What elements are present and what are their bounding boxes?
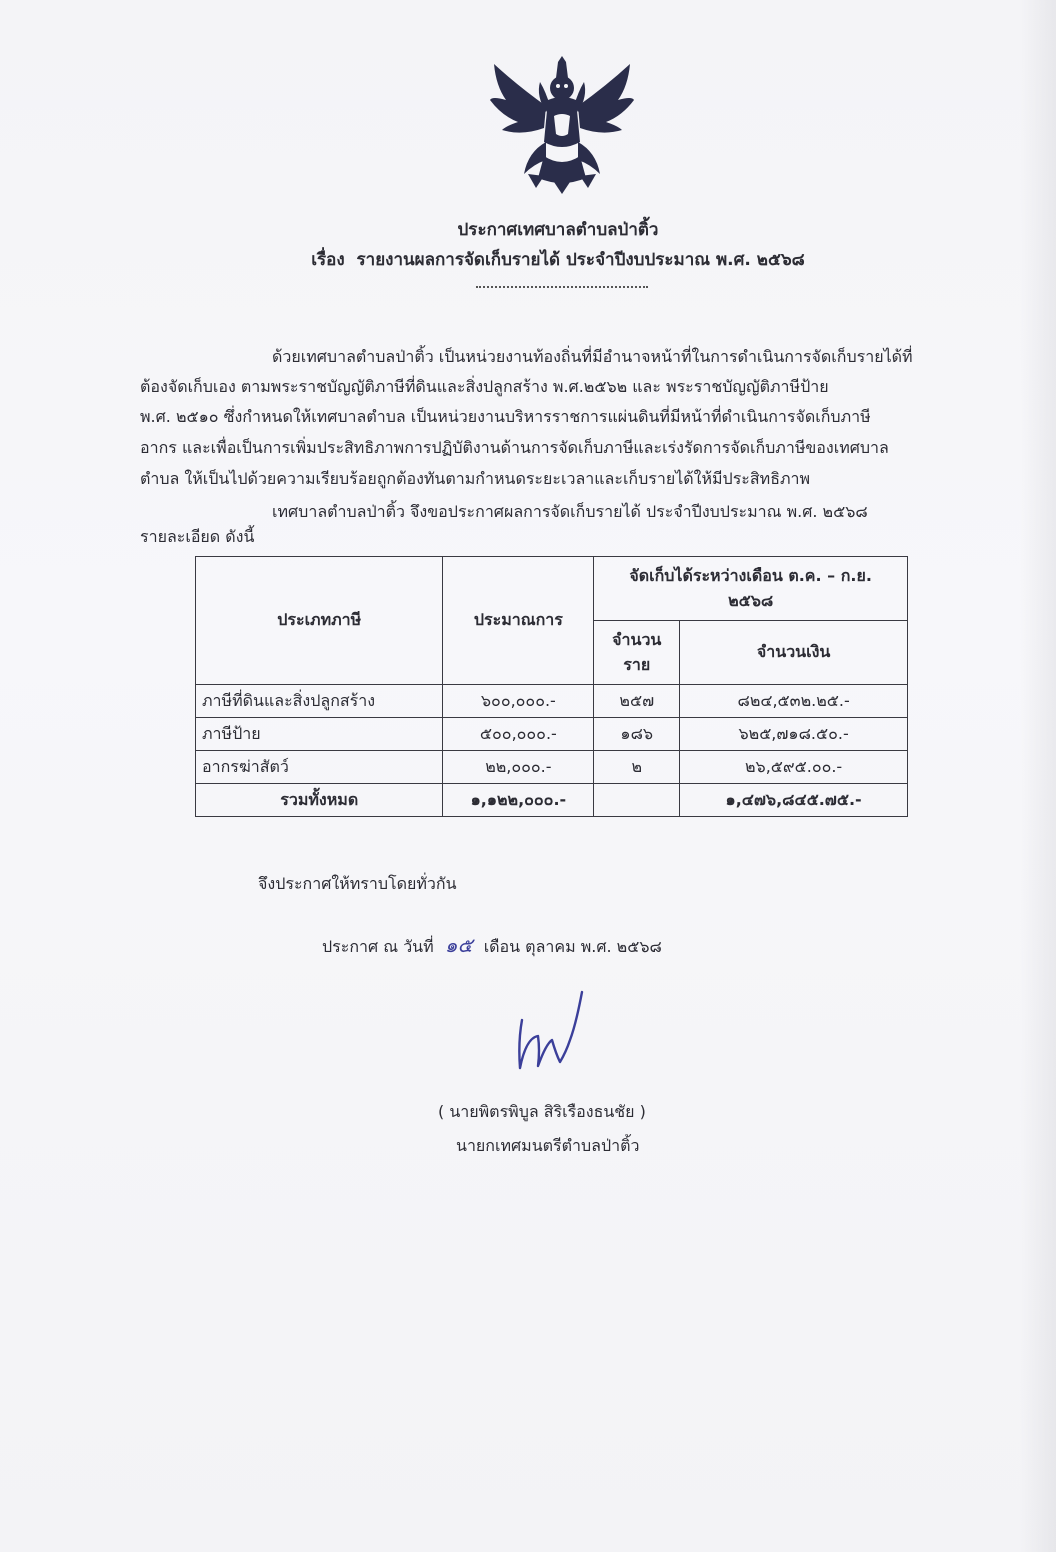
announcement-title: ประกาศเทศบาลตำบลป่าติ้ว <box>457 220 659 240</box>
body-p2-line2: รายละเอียด ดังนี้ <box>140 527 255 546</box>
header-count-line2: ราย <box>623 654 651 674</box>
title-divider <box>476 286 648 288</box>
header-amount: จำนวนเงิน <box>680 621 908 685</box>
header-estimate: ประมาณการ <box>443 557 594 685</box>
body-p1-line5: ตำบล ให้เป็นไปด้วยความเรียบร้อยถูกต้องทันตามกำหนดระยะเวลาและเก็บรายได้ให้มีประสิทธิภาพ <box>140 469 811 488</box>
total-estimate: ๑,๑๒๒,๐๐๐.- <box>443 784 594 817</box>
row-estimate: ๖๐๐,๐๐๐.- <box>443 685 594 718</box>
header-collected-line2: ๒๕๖๘ <box>728 590 774 610</box>
row-amount: ๘๒๔,๕๓๒.๒๕.- <box>680 685 908 718</box>
row-count: ๑๘๖ <box>594 718 680 751</box>
closing-announce: จึงประกาศให้ทราบโดยทั่วกัน <box>258 874 457 893</box>
total-count <box>594 784 680 817</box>
row-count: ๒๕๗ <box>594 685 680 718</box>
header-tax-type: ประเภทภาษี <box>196 557 443 685</box>
header-count-line1: จำนวน <box>612 629 662 649</box>
revenue-table <box>195 556 908 817</box>
total-label: รวมทั้งหมด <box>196 784 443 817</box>
body-p1-line3: พ.ศ. ๒๕๑๐ ซึ่งกำหนดให้เทศบาลตำบล เป็นหน่วยงานบริหารราชการแผ่นดินที่มีหน้าที่ดำเนินการจัดเก็บภาษี <box>140 407 871 426</box>
date-day-handwritten: ๑๕ <box>444 933 473 957</box>
body-p2-line1: เทศบาลตำบลป่าติ้ว จึงขอประกาศผลการจัดเก็บรายได้ ประจำปีงบประมาณ พ.ศ. ๒๕๖๘ <box>272 502 868 521</box>
header-collected <box>594 557 908 621</box>
row-amount: ๖๒๕,๗๑๘.๕๐.- <box>680 718 908 751</box>
row-type: ภาษีป้าย <box>196 718 443 751</box>
body-p1-line1: ด้วยเทศบาลตำบลป่าติ้ว เป็นหน่วยงานท้องถิ่นที่มีอำนาจหน้าที่ในการดำเนินการจัดเก็บรายได้ที่ <box>272 347 913 366</box>
announcement-subject <box>30 246 1056 273</box>
garuda-emblem-icon <box>488 56 636 194</box>
body-p1-line4: อากร และเพื่อเป็นการเพิ่มประสิทธิภาพการปฏิบัติงานด้านการจัดเก็บภาษีและเร่งรัดการจัดเก็บภาษีของเทศบาล <box>140 438 889 457</box>
date-prefix: ประกาศ ณ วันที่ <box>322 937 434 956</box>
subject-text: รายงานผลการจัดเก็บรายได้ ประจำปีงบประมาณ พ.ศ. ๒๕๖๘ <box>356 250 805 270</box>
row-type: ภาษีที่ดินและสิ่งปลูกสร้าง <box>196 685 443 718</box>
total-amount: ๑,๔๗๖,๘๔๕.๗๕.- <box>680 784 908 817</box>
body-p1-line2: ต้องจัดเก็บเอง ตามพระราชบัญญัติภาษีที่ดินและสิ่งปลูกสร้าง พ.ศ.๒๕๖๒ และ พระราชบัญญัติภาษีป้าย <box>140 377 829 396</box>
row-estimate: ๒๒,๐๐๐.- <box>443 751 594 784</box>
subject-label: เรื่อง <box>311 250 345 270</box>
table-row <box>196 751 908 784</box>
table-total-row <box>196 784 908 817</box>
header-collected-line1: จัดเก็บได้ระหว่างเดือน ต.ค. – ก.ย. <box>629 565 872 585</box>
signature <box>500 990 600 1076</box>
row-amount: ๒๖,๕๙๕.๐๐.- <box>680 751 908 784</box>
row-estimate: ๕๐๐,๐๐๐.- <box>443 718 594 751</box>
header-count <box>594 621 680 685</box>
row-type: อากรฆ่าสัตว์ <box>196 751 443 784</box>
table-row <box>196 718 908 751</box>
announce-date <box>322 929 662 961</box>
signer-name: ( นายพิตรพิบูล สิริเรืองธนชัย ) <box>438 1102 646 1121</box>
table-row <box>196 685 908 718</box>
date-suffix: เดือน ตุลาคม พ.ศ. ๒๕๖๘ <box>483 937 662 956</box>
row-count: ๒ <box>594 751 680 784</box>
signer-position: นายกเทศมนตรีตำบลป่าติ้ว <box>456 1136 640 1155</box>
